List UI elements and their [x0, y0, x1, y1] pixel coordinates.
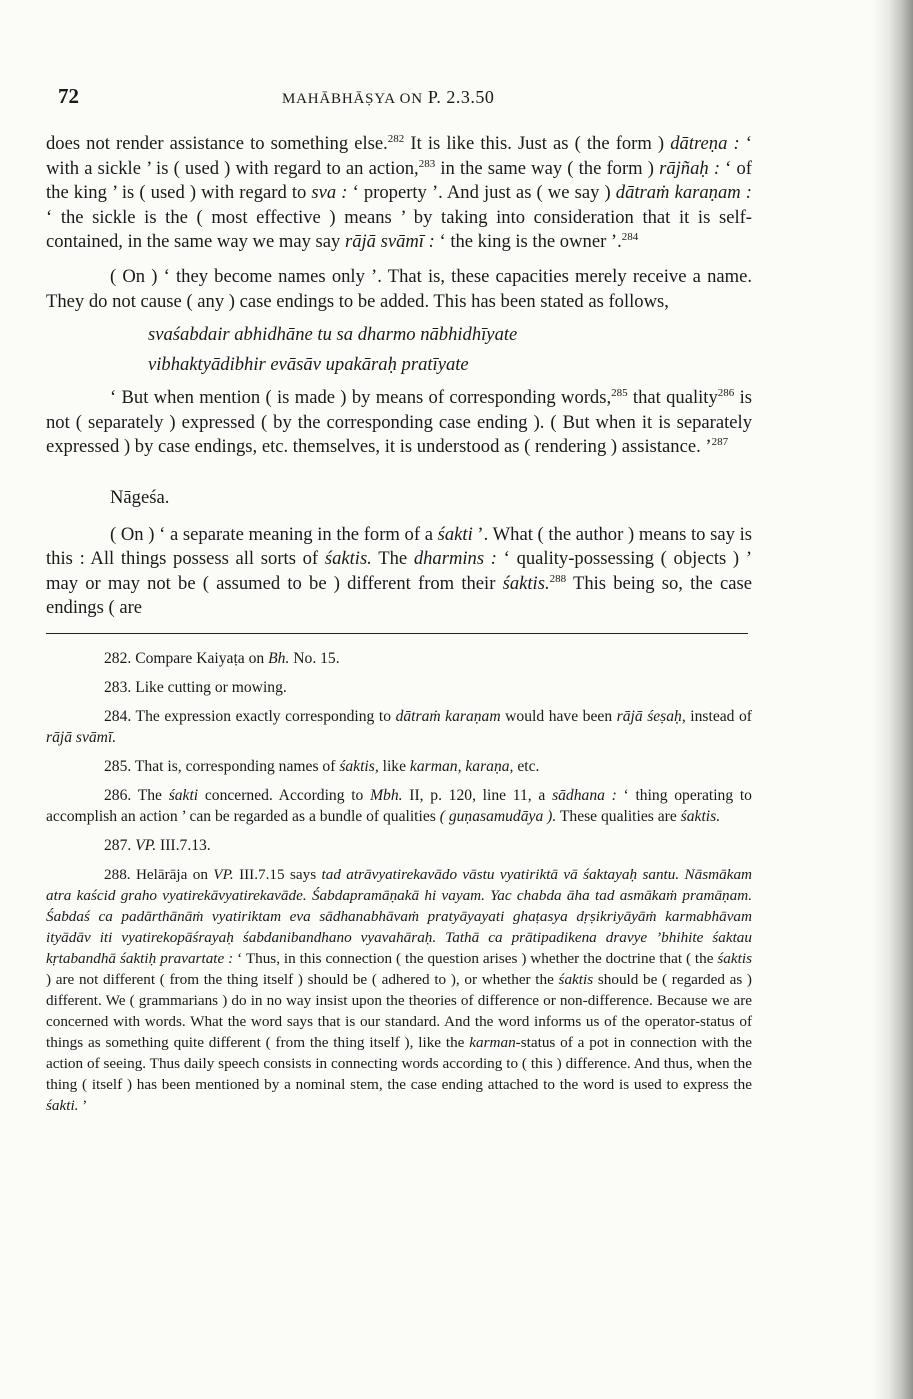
text: II, p. 120, line 11, a	[402, 786, 553, 804]
text: concerned. According to	[198, 786, 371, 804]
text: like	[378, 757, 410, 775]
text: ’	[78, 1096, 88, 1114]
footnote-285	[46, 756, 752, 777]
footnote-282	[46, 648, 752, 669]
text: -status of a pot in connection with the action of seeing. Thus daily speech consists in connecting words according to ( this ) difference. And thus, when the thing ( itself ) has been mentioned by a nominal stem, the case ending attached to the word is used to express the	[46, 1033, 753, 1093]
text: ‘ the king is the owner ’.	[434, 231, 622, 253]
footnote-rule	[46, 633, 748, 634]
sanskrit-quote: tad atrāvyatirekavādo vāstu vyatiriktā vā śaktayaḥ santu. Nāsmākam atra kaścid graho vyatirekāvyatirekavāde. Śabdapramāṇakā hi vayam. Yac chabda āha tad asmākaṁ pramāṇam. Śabdaś ca padārthānāṁ vyatiriktam eva sādhanabhāvaṁ pratyāyayati ghaṭasya dṛṣikriyāyāṁ karmabhāvam ityādāv iti vyatirekopāśrayaḥ śabdanibandhano vyavahāraḥ. Tathā ca prātipadikena dravye ’bhihite śaktau kṛtabandhā śaktiḥ pravartate :	[46, 865, 753, 967]
paragraph-4	[46, 523, 752, 621]
paragraph-2: ( On ) ‘ they become names only ’. That is, these capacities merely receive a name. They do not cause ( any ) case endings to be added. This has been stated as follows,	[46, 265, 752, 312]
text-italic: śaktis	[558, 970, 594, 988]
sanskrit-term: śaktis.	[324, 548, 372, 570]
text: ’. What ( the author ) means to say is this : All things possess all sorts of	[46, 523, 752, 570]
running-head	[282, 87, 494, 108]
sanskrit-term: sva :	[311, 182, 348, 204]
sanskrit-term: rājā svāmī :	[344, 231, 435, 253]
page-number: 72	[58, 84, 79, 108]
text: ‘ property ’. And just as ( we say )	[347, 182, 616, 204]
text: that quality	[627, 387, 718, 409]
text-italic: rājā śeṣaḥ,	[616, 707, 686, 725]
sanskrit-term: dātreṇa :	[670, 133, 740, 154]
text-italic: karman, karaṇa,	[409, 757, 514, 775]
text: 288. Helārāja on	[104, 865, 214, 883]
text: ‘ of the king ’ is ( used ) with regard to	[46, 157, 752, 204]
paragraph-3	[46, 386, 752, 460]
text-italic: dātraṁ karaṇam	[395, 707, 501, 725]
text: is not ( separately ) expressed ( by the corresponding case ending ). ( But when it is separately expressed ) by case endings, etc. themselves, it is understood as ( rendering ) assistance. ’	[46, 387, 752, 458]
text-italic: śaktis.	[680, 807, 721, 825]
scan-edge-shadow	[873, 0, 913, 1399]
main-text	[46, 132, 752, 621]
text: in the same way ( the form )	[435, 157, 660, 179]
sanskrit-term: dharmins :	[413, 548, 497, 570]
footnote-ref: 288	[549, 572, 567, 585]
text: 287.	[104, 836, 136, 854]
text: ‘ the sickle is the ( most effective ) means ’ by taking into consideration that it is self-contained, in the same way we may say	[46, 206, 752, 253]
verse-quote	[148, 320, 752, 380]
text-italic: Bh.	[268, 649, 290, 667]
text: III.7.15 says	[233, 865, 322, 883]
footnote-ref: 287	[711, 436, 729, 449]
sanskrit-term: śakti	[437, 523, 473, 545]
paragraph-1	[46, 132, 752, 255]
text-italic: sādhana :	[552, 786, 617, 804]
footnote-287	[46, 835, 752, 856]
footnote-ref: 286	[717, 387, 735, 400]
text-italic: VP.	[213, 865, 234, 883]
text: 285. That is, corresponding names of	[104, 757, 340, 775]
text: etc.	[513, 757, 540, 775]
text-italic: śaktis,	[339, 757, 379, 775]
text: 286. The	[104, 786, 169, 804]
text: This being so, the case endings ( are	[46, 572, 752, 619]
footnote-ref: 284	[621, 231, 639, 244]
text: should be ( regarded as ) different. We ( grammarians ) do in no way insist upon the theories of difference or non-difference. Because we are concerned with words. What the word says that is our standard. And the word informs us of the operator-status of things as something quite different ( from the thing itself ), like the	[46, 970, 752, 1051]
text-italic: Mbh.	[370, 786, 403, 804]
text: would have been	[500, 707, 617, 725]
footnote-ref: 285	[611, 387, 628, 400]
text: ‘ thing operating to accomplish an action ’ can be regarded as a bundle of qualities	[46, 786, 752, 825]
section-heading-nagesa: Nāgeśa.	[110, 486, 170, 508]
text-italic: karman	[469, 1033, 516, 1051]
running-head-ref: P. 2.3.50	[422, 87, 495, 107]
text: does not render assistance to something else.	[46, 133, 388, 154]
footnote-ref: 283	[418, 157, 436, 170]
text: III.7.13.	[156, 836, 211, 854]
verse-line-2: vibhaktyādibhir evāsāv upakāraḥ pratīyate	[148, 354, 469, 376]
text: ‘ Thus, in this connection ( the question arises ) whether the doctrine that ( the	[233, 949, 718, 967]
text: instead of	[685, 707, 752, 725]
footnotes	[46, 648, 752, 1116]
text-italic: śakti.	[46, 1096, 79, 1114]
text: ‘ quality-possessing ( objects ) ’ may or may not be ( assumed to be ) different from their	[46, 548, 753, 594]
text-italic: rājā svāmī.	[46, 728, 117, 746]
footnote-286	[46, 785, 752, 827]
text: ‘ But when mention ( is made ) by means of corresponding words,	[110, 387, 612, 409]
text-italic: śakti	[168, 786, 199, 804]
text-italic: śaktis	[717, 949, 752, 967]
page-header	[46, 84, 752, 112]
text: ( On ) ‘ a separate meaning in the form of a	[110, 523, 438, 545]
text: The	[371, 548, 414, 570]
footnote-283: 283. Like cutting or mowing.	[104, 678, 287, 696]
text-italic: VP.	[135, 836, 157, 854]
text: These qualities are	[556, 807, 681, 825]
sanskrit-term: rājñaḥ :	[659, 157, 721, 179]
book-page	[46, 84, 752, 1124]
text: 282. Compare Kaiyaṭa on	[104, 649, 269, 667]
text: ‘ with a sickle ’ is ( used ) with regard to an action,	[46, 133, 752, 179]
footnote-288	[46, 864, 752, 1116]
text: 284. The expression exactly corresponding to	[104, 707, 396, 725]
footnote-ref: 282	[387, 133, 405, 145]
verse-line-1: svaśabdair abhidhāne tu sa dharmo nābhidhīyate	[148, 324, 518, 346]
sanskrit-term: dātraṁ karaṇam :	[615, 182, 752, 204]
text-italic: ( guṇasamudāya ).	[439, 807, 557, 825]
text: ) are not different ( from the thing itself ) should be ( adhered to ), or whether the	[46, 970, 559, 988]
footnote-284	[46, 706, 752, 748]
text: No. 15.	[289, 649, 340, 667]
sanskrit-term: śaktis.	[502, 572, 550, 594]
text: It is like this. Just as ( the form )	[404, 133, 671, 154]
running-head-title: MAHĀBHĀṢYA ON	[282, 91, 423, 107]
